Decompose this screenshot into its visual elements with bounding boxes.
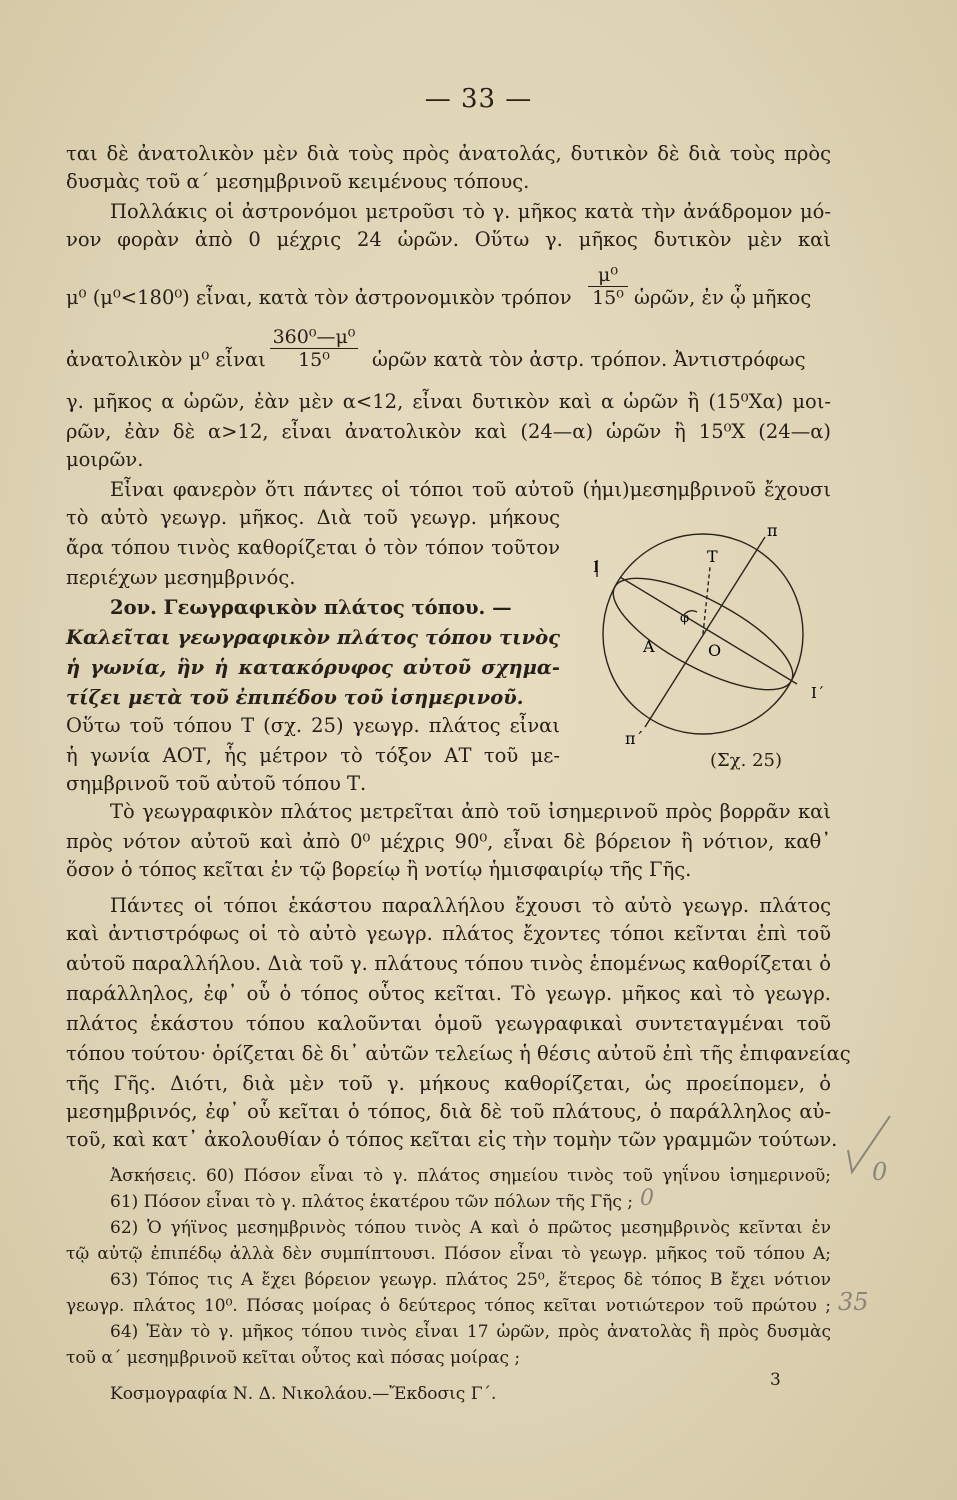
text-line: καὶ ἀντιστρόφως οἱ τὸ αὐτὸ γεωγρ. πλάτος ἔχοντες τόποι κεῖνται ἐπὶ τοῦ <box>66 922 831 945</box>
label-pi-prime: π΄ <box>625 729 644 747</box>
text-line: Εἶναι φανερὸν ὅτι πάντες οἱ τόποι τοῦ αὐτοῦ (ἡμι)μεσημβρινοῦ ἔχουσι <box>110 478 831 501</box>
handwritten-mark: 0 <box>872 1158 888 1186</box>
exercise-line: τοῦ α΄ μεσημβρινοῦ κεῖται οὗτος καὶ πόσας μοίρας ; <box>66 1348 521 1368</box>
text-line: ὡρῶν, ἐν ᾧ μῆκος <box>634 286 812 309</box>
exercise-line: γεωγρ. πλάτος 10⁰. Πόσας μοίρας ὁ δεύτερος τόπος κεῖται νοτιώτερον τοῦ πρώτου ; <box>66 1296 831 1316</box>
text-line: νον φορὰν ἀπὸ 0 μέχρις 24 ὡρῶν. Οὕτω γ. μῆκος δυτικὸν μὲν καὶ <box>66 228 831 251</box>
definition-line: Καλεῖται γεωγραφικὸν πλάτος τόπου τινὸς <box>66 626 560 649</box>
handwritten-mark: 0 <box>640 1186 654 1211</box>
text-line: ἡ γωνία ΑΟΤ, ἧς μέτρον τὸ τόξον ΑΤ τοῦ με- <box>66 744 560 767</box>
exercise-line: τῷ αὐτῷ ἐπιπέδῳ ἀλλὰ δὲν συμπίπτουσι. Πόσον εἶναι τὸ γεωγρ. μῆκος τοῦ τόπου Α; <box>66 1244 831 1264</box>
definition-line: τίζει μετὰ τοῦ ἐπιπέδου τοῦ ἰσημερινοῦ. <box>66 686 524 709</box>
text-line: Πάντες οἱ τόποι ἑκάστου παραλλήλου ἔχουσι τὸ αὐτὸ γεωγρ. πλάτος <box>110 894 831 917</box>
text-line: πλάτος ἑκάστου τόπου καλοῦνται ὁμοῦ γεωγραφικαὶ συντεταγμέναι τοῦ <box>66 1012 831 1035</box>
section-heading: 2ον. Γεωγραφικὸν πλάτος τόπου. — <box>110 596 512 619</box>
fraction-east <box>270 326 358 371</box>
label-t: Τ <box>707 547 718 566</box>
handwritten-mark: 35 <box>838 1288 869 1316</box>
fraction-denominator: 15⁰ <box>298 349 330 371</box>
text-line: παράλληλος, ἐφ᾽ οὗ ὁ τόπος οὗτος κεῖται. Τὸ γεωγρ. μῆκος καὶ τὸ γεωγρ. <box>66 982 831 1005</box>
fraction-denominator: 15⁰ <box>592 287 624 309</box>
text-line: αὐτοῦ παραλλήλου. Διὰ τοῦ γ. πλάτους τόπου τινὸς ἑπομένως καθορίζεται ὁ <box>66 952 831 975</box>
text-line: τοῦ, καὶ κατ᾽ ἀκολουθίαν ὁ τόπος κεῖται εἰς τὴν τομὴν τῶν γραμμῶν τούτων. <box>66 1128 838 1151</box>
text-line: μεσημβρινός, ἐφ᾽ οὗ κεῖται ὁ τόπος, διὰ δὲ τοῦ πλάτους, ὁ παράλληλος αὐ- <box>66 1100 831 1123</box>
footer-title: Κοσμογραφία Ν. Δ. Νικολάου.—Ἔκδοσις Γ΄. <box>110 1384 497 1404</box>
radius-line <box>703 567 710 634</box>
text-line: μοιρῶν. <box>66 448 144 471</box>
text-line: σημβρινοῦ τοῦ αὐτοῦ τόπου Τ. <box>66 772 367 795</box>
text-line: ὅσον ὁ τόπος κεῖται ἐν τῷ βορείῳ ἢ νοτίῳ ἡμισφαιρίῳ τῆς Γῆς. <box>66 858 692 881</box>
exercise-line: 63) Τόπος τις Α ἔχει βόρειον γεωγρ. πλάτος 25⁰, ἕτερος δὲ τόπος Β ἔχει νότιον <box>110 1270 831 1290</box>
text-line: Οὕτω τοῦ τόπου Τ (σχ. 25) γεωγρ. πλάτος εἶναι <box>66 714 560 737</box>
figure-caption: (Σχ. 25) <box>710 750 783 771</box>
figure-25-diagram <box>585 512 835 747</box>
axis-line <box>645 537 765 727</box>
label-pi: π <box>767 521 778 540</box>
fraction-longitude <box>588 264 628 309</box>
text-line: μ⁰ (μ⁰<180⁰) εἶναι, κατὰ τὸν ἀστρονομικὸν τρόπον <box>66 286 572 309</box>
exercise-line: 62) Ὁ γήϊνος μεσημβρινὸς τόπου τινὸς Α καὶ ὁ πρῶτος μεσημβρινὸς κεῖνται ἐν <box>110 1218 831 1238</box>
text-line: ρῶν, ἐὰν δὲ α>12, εἶναι ἀνατολικὸν καὶ (24—α) ὡρῶν ἢ 15⁰Χ (24—α) <box>66 420 831 443</box>
text-line: τόπου τούτου· ὁρίζεται δὲ δι᾽ αὐτῶν τελείως ἡ θέσις αὐτοῦ ἐπὶ τῆς ἐπιφανείας <box>66 1042 851 1065</box>
fraction-numerator: μ⁰ <box>588 264 628 287</box>
exercise-line: 64) Ἐὰν τὸ γ. μῆκος τόπου τινὸς εἶναι 17 ὡρῶν, πρὸς ἀνατολὰς ἢ πρὸς δυσμὰς <box>110 1322 831 1342</box>
exercise-line: 61) Πόσον εἶναι τὸ γ. πλάτος ἑκατέρου τῶν πόλων τῆς Γῆς ; <box>110 1192 634 1212</box>
label-o: Ο <box>708 641 722 660</box>
signature-number: 3 <box>770 1370 781 1390</box>
text-line: δυσμὰς τοῦ α΄ μεσημβρινοῦ κειμένους τόπους. <box>66 170 530 193</box>
label-a: Α <box>643 637 655 656</box>
exercise-line: Ἀσκήσεις. 60) Πόσον εἶναι τὸ γ. πλάτος σημείου τινὸς τοῦ γηΐνου ἰσημερινοῦ; <box>110 1166 831 1186</box>
page-number: — 33 — <box>424 84 533 114</box>
definition-line: ἡ γωνία, ἣν ἡ κατακόρυφος αὐτοῦ σχημα- <box>66 656 560 679</box>
text-line: τῆς Γῆς. Διότι, διὰ μὲν τοῦ γ. μήκους καθορίζεται, ὡς προείπομεν, ὁ <box>66 1072 831 1095</box>
text-line: Τὸ γεωγραφικὸν πλάτος μετρεῖται ἀπὸ τοῦ ἰσημερινοῦ πρὸς βορρᾶν καὶ <box>110 800 831 823</box>
text-line: ται δὲ ἀνατολικὸν μὲν διὰ τοὺς πρὸς ἀνατολάς, δυτικὸν δὲ διὰ τοὺς πρὸς <box>66 142 831 165</box>
label-i-prime: Ι΄ <box>811 684 825 702</box>
text-line: τὸ αὐτὸ γεωγρ. μῆκος. Διὰ τοῦ γεωγρ. μήκους <box>66 506 560 529</box>
label-phi: φ <box>680 611 690 626</box>
label-i: Ι <box>593 558 599 576</box>
fraction-numerator: 360⁰—μ⁰ <box>270 326 358 349</box>
text-line: περιέχων μεσημβρινός. <box>66 566 296 589</box>
text-line: Πολλάκις οἱ ἀστρονόμοι μετροῦσι τὸ γ. μῆκος κατὰ τὴν ἀνάδρομον μό- <box>110 200 831 223</box>
diameter-line <box>620 577 797 684</box>
pencil-check-mark <box>840 1110 900 1180</box>
text-line: ἀνατολικὸν μ⁰ εἶναι <box>66 348 266 371</box>
text-line: πρὸς νότον αὐτοῦ καὶ ἀπὸ 0⁰ μέχρις 90⁰, εἶναι δὲ βόρειον ἢ νότιον, καθ᾽ <box>66 830 831 853</box>
text-line: ἄρα τόπου τινὸς καθορίζεται ὁ τὸν τόπον τοῦτον <box>66 536 560 559</box>
text-line: γ. μῆκος α ὡρῶν, ἐὰν μὲν α<12, εἶναι δυτικὸν καὶ α ὡρῶν ἢ (15⁰Χα) μοι- <box>66 390 831 413</box>
text-line: ὡρῶν κατὰ τὸν ἀστρ. τρόπον. Ἀντιστρόφως <box>372 348 806 371</box>
